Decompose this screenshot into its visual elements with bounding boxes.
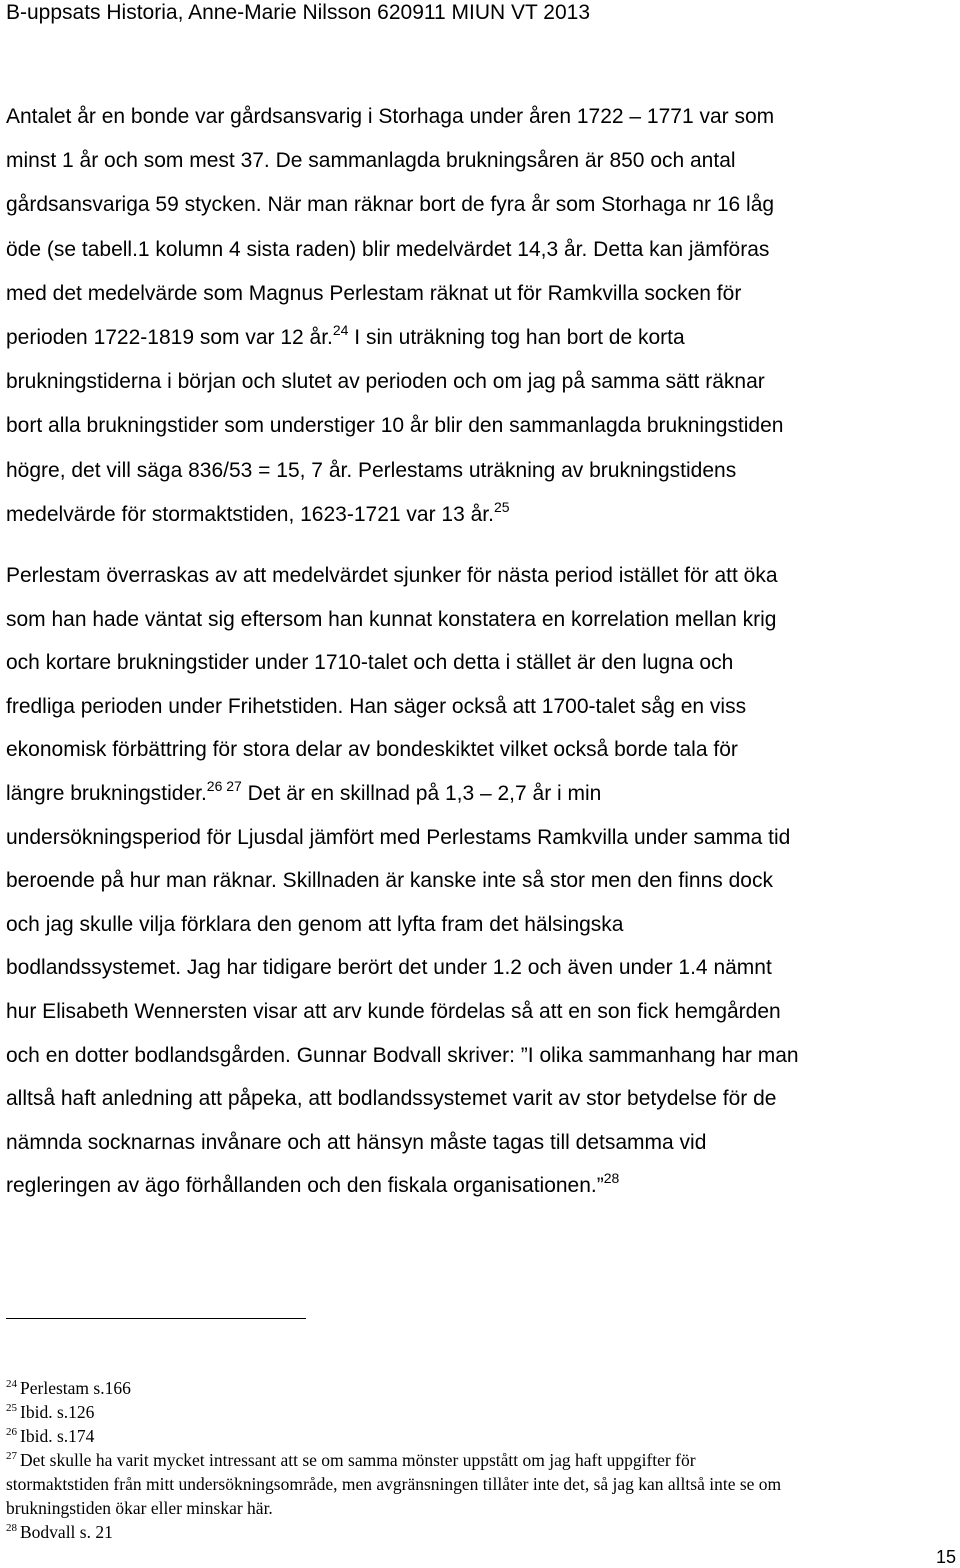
line-text: öde (se tabell.1 kolumn 4 sista raden) blir medelvärdet 14,3 år. Detta kan jämföras [6, 237, 770, 261]
footnote-item [6, 1424, 956, 1448]
text-line [6, 228, 958, 272]
text-line [6, 1164, 958, 1208]
footnote-item [6, 1448, 956, 1472]
line-text: regleringen av ägo förhållanden och den fiskala organisationen.” [6, 1174, 604, 1198]
text-line [6, 272, 958, 316]
text-line [6, 772, 958, 816]
text-line [6, 728, 958, 772]
footnote-number: 26 [6, 1426, 17, 1438]
footnote-number: 25 [6, 1402, 17, 1414]
line-text: perioden 1722-1819 som var 12 år. [6, 325, 333, 349]
footnote-continuation [6, 1472, 956, 1496]
text-line [6, 816, 958, 860]
line-text: gårdsansvariga 59 stycken. När man räknar bort de fyra år som Storhaga nr 16 låg [6, 193, 775, 217]
line-text: och en dotter bodlandsgården. Gunnar Bodvall skriver: ”I olika sammanhang har man [6, 1043, 799, 1067]
text-line [6, 1034, 958, 1078]
footnote-reference[interactable]: 26 27 [206, 777, 242, 794]
footnote-item [6, 1400, 956, 1424]
page-number: 15 [935, 1547, 956, 1567]
footnote-text: stormaktstiden från mitt undersökningsområde, men avgränsningen tillåter inte det, så jag kan alltså inte se om [6, 1474, 782, 1494]
line-text: nämnda socknarnas invånare och att hänsyn måste tagas till detsamma vid [6, 1130, 707, 1154]
footnote-text: brukningstiden ökar eller minskar här. [6, 1498, 273, 1518]
text-line [6, 139, 958, 183]
line-text: Det är en skillnad på 1,3 – 2,7 år i min [241, 781, 602, 805]
line-text: Antalet år en bonde var gårdsansvarig i Storhaga under åren 1722 – 1771 var som [6, 105, 775, 128]
text-line [6, 1077, 958, 1121]
paragraph-2 [6, 554, 958, 1208]
line-text: hur Elisabeth Wennersten visar att arv kunde fördelas så att en son fick hemgården [6, 999, 781, 1023]
footnote-reference[interactable]: 25 [493, 498, 510, 515]
text-line [6, 95, 958, 139]
line-text: ekonomisk förbättring för stora delar av bondeskiktet vilket också borde tala för [6, 738, 738, 762]
line-text: medelvärde för stormaktstiden, 1623-1721 var 13 år. [6, 502, 494, 526]
text-line [6, 1121, 958, 1165]
text-line [6, 990, 958, 1034]
text-line [6, 554, 958, 598]
footnote-number: 27 [6, 1450, 17, 1462]
footnote-number: 28 [6, 1522, 17, 1534]
footnote-continuation [6, 1496, 956, 1520]
text-line [6, 685, 958, 729]
page-header: B-uppsats Historia, Anne-Marie Nilsson 620911 MIUN VT 2013 [6, 1, 591, 24]
footnotes [6, 1376, 956, 1544]
text-line [6, 859, 958, 903]
text-line [6, 641, 958, 685]
footnote-text: Bodvall s. 21 [20, 1522, 113, 1542]
footnote-reference[interactable]: 28 [603, 1170, 620, 1187]
footnote-item [6, 1376, 956, 1400]
line-text: längre brukningstider. [6, 781, 207, 805]
line-text: högre, det vill säga 836/53 = 15, 7 år. Perlestams uträkning av brukningstidens [6, 458, 737, 482]
line-text: och kortare brukningstider under 1710-talet och detta i stället är den lugna och [6, 651, 734, 675]
footnote-item [6, 1520, 956, 1544]
line-text: Perlestam överraskas av att medelvärdet sjunker för nästa period istället för att öka [6, 564, 778, 587]
line-text: med det medelvärde som Magnus Perlestam räknat ut för Ramkvilla socken för [6, 281, 742, 305]
footnote-text: Ibid. s.174 [20, 1426, 95, 1446]
footnote-text: Perlestam s.166 [20, 1378, 131, 1398]
text-line [6, 946, 958, 990]
footnote-reference[interactable]: 24 [332, 321, 349, 338]
text-line [6, 493, 958, 537]
text-line [6, 404, 958, 448]
line-text: fredliga perioden under Frihetstiden. Han säger också att 1700-talet såg en viss [6, 694, 747, 718]
line-text: som han hade väntat sig eftersom han kunnat konstatera en korrelation mellan krig [6, 607, 777, 631]
line-text: alltså haft anledning att påpeka, att bodlandssystemet varit av stor betydelse för de [6, 1087, 777, 1111]
footnote-text: Ibid. s.126 [20, 1402, 95, 1422]
line-text: undersökningsperiod för Ljusdal jämfört med Perlestams Ramkvilla under samma tid [6, 825, 791, 849]
text-line [6, 903, 958, 947]
text-line [6, 449, 958, 493]
line-text: brukningstiderna i början och slutet av perioden och om jag på samma sätt räknar [6, 370, 765, 394]
paragraph-1 [6, 95, 958, 537]
footnote-separator [6, 1318, 306, 1319]
line-text: I sin uträkning tog han bort de korta [348, 325, 685, 349]
footnote-number: 24 [6, 1378, 17, 1390]
footnote-text: Det skulle ha varit mycket intressant att se om samma mönster uppstått om jag haft uppgifter för [20, 1450, 696, 1470]
line-text: minst 1 år och som mest 37. De sammanlagda brukningsåren är 850 och antal [6, 149, 736, 173]
text-line [6, 598, 958, 642]
line-text: och jag skulle vilja förklara den genom att lyfta fram det hälsingska [6, 912, 624, 936]
text-line [6, 183, 958, 227]
text-line [6, 316, 958, 360]
line-text: bort alla brukningstider som understiger 10 år blir den sammanlagda brukningstiden [6, 414, 784, 438]
line-text: bodlandssystemet. Jag har tidigare berört det under 1.2 och även under 1.4 nämnt [6, 956, 772, 980]
line-text: beroende på hur man räknar. Skillnaden är kanske inte så stor men den finns dock [6, 869, 773, 893]
text-line [6, 360, 958, 404]
